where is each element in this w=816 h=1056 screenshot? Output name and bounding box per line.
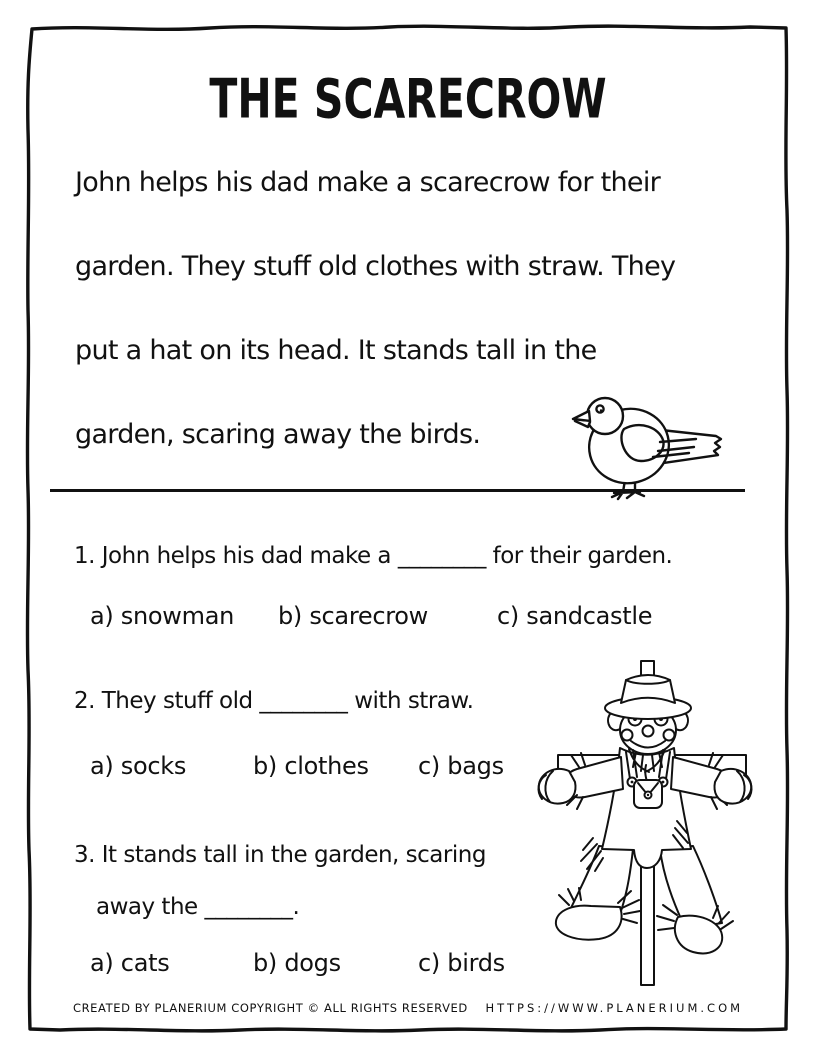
question-1-text: 1. John helps his dad make a ________ for their garden.: [74, 543, 673, 569]
question-2-text: 2. They stuff old ________ with straw.: [74, 688, 474, 714]
question-2-option-c: c) bags: [418, 752, 504, 780]
bird-illustration: [568, 390, 743, 502]
footer: [0, 1001, 816, 1015]
story-line: John helps his dad make a scarecrow for their: [75, 167, 661, 198]
question-1-option-a: a) snowman: [90, 602, 235, 630]
story-line: garden. They stuff old clothes with straw. They: [75, 251, 676, 282]
footer-credit-text: CREATED BY PLANERIUM COPYRIGHT © ALL RIGHTS RESERVED: [72, 1001, 468, 1015]
worksheet-title-text: THE SCARECROW: [209, 67, 607, 131]
worksheet-title: [0, 60, 816, 138]
question-3-option-b: b) dogs: [253, 949, 341, 977]
question-2-option-a: a) socks: [90, 752, 187, 780]
question-1-option-c: c) sandcastle: [497, 602, 653, 630]
story-line: garden, scaring away the birds.: [75, 419, 481, 450]
question-1-option-b: b) scarecrow: [278, 602, 428, 630]
question-3-option-a: a) cats: [90, 949, 170, 977]
footer-site-url: HTTPS://WWW.PLANERIUM.COM: [485, 1001, 744, 1015]
question-2-option-b: b) clothes: [253, 752, 369, 780]
scarecrow-illustration: [525, 653, 765, 993]
question-3-text-line-2: away the ________.: [96, 894, 300, 920]
question-3-option-c: c) birds: [418, 949, 505, 977]
question-3-text-line-1: 3. It stands tall in the garden, scaring: [74, 842, 486, 868]
story-line: put a hat on its head. It stands tall in the: [75, 335, 597, 366]
